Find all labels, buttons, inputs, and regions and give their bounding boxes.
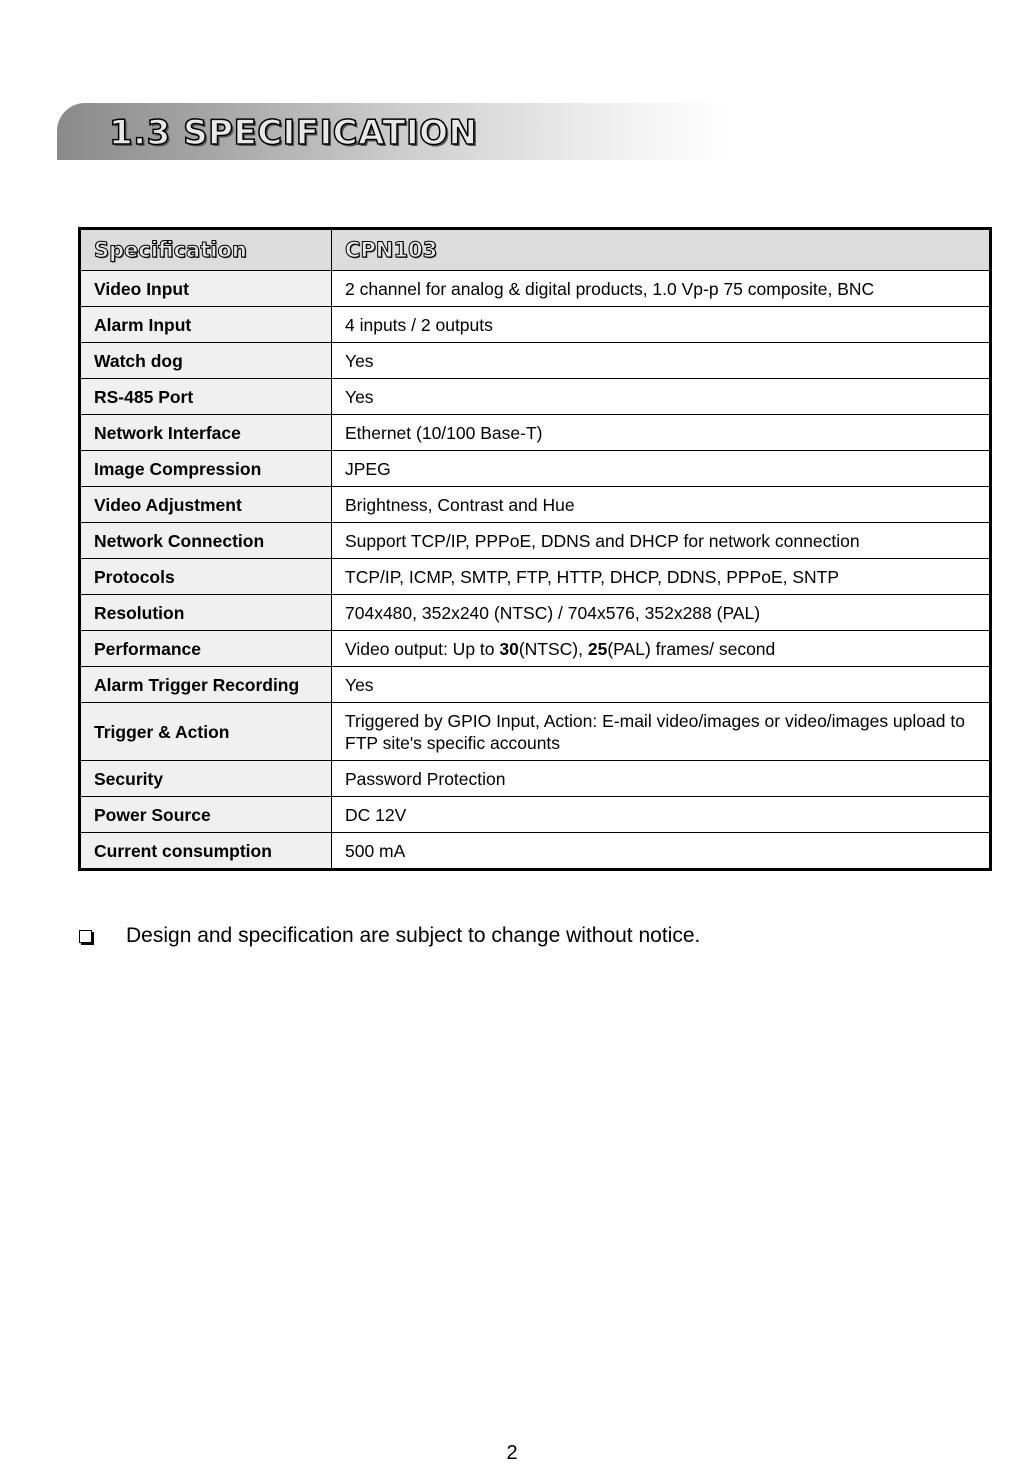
performance-text: (PAL) frames/ second <box>607 638 776 659</box>
checkbox-icon <box>79 930 92 943</box>
table-row <box>80 415 991 451</box>
row-label: Performance <box>80 631 332 667</box>
row-value: Password Protection <box>332 761 991 797</box>
page-number: 2 <box>506 1442 518 1464</box>
row-value: Yes <box>332 379 991 415</box>
row-value: Ethernet (10/100 Base-T) <box>332 415 991 451</box>
table-header-row <box>80 229 991 271</box>
row-label: Trigger & Action <box>80 703 332 761</box>
row-label: Power Source <box>80 797 332 833</box>
section-banner <box>57 103 732 160</box>
table-row <box>80 451 991 487</box>
row-label: RS-485 Port <box>80 379 332 415</box>
row-label: Network Interface <box>80 415 332 451</box>
row-value: Support TCP/IP, PPPoE, DDNS and DHCP for network connection <box>332 523 991 559</box>
row-label: Image Compression <box>80 451 332 487</box>
table-row <box>80 379 991 415</box>
performance-text: Video output: Up to <box>345 638 500 659</box>
table-row <box>80 761 991 797</box>
performance-ntsc-fps: 30 <box>499 638 519 659</box>
table-row <box>80 667 991 703</box>
table-row <box>80 631 991 667</box>
section-title: 1.3 SPECIFICATION <box>109 113 478 153</box>
table-row <box>80 487 991 523</box>
row-label: Current consumption <box>80 833 332 870</box>
row-value-performance <box>332 631 991 667</box>
header-specification: Specification <box>80 229 332 271</box>
row-value: DC 12V <box>332 797 991 833</box>
spec-table <box>78 227 992 871</box>
row-value: TCP/IP, ICMP, SMTP, FTP, HTTP, DHCP, DDNS, PPPoE, SNTP <box>332 559 991 595</box>
row-label: Protocols <box>80 559 332 595</box>
table-row <box>80 703 991 761</box>
performance-pal-fps: 25 <box>587 638 608 659</box>
disclaimer-note <box>79 924 700 948</box>
table-row <box>80 833 991 870</box>
row-label: Security <box>80 761 332 797</box>
row-value: Brightness, Contrast and Hue <box>332 487 991 523</box>
performance-text: (NTSC), <box>518 638 588 659</box>
row-label: Alarm Trigger Recording <box>80 667 332 703</box>
table-row <box>80 271 991 307</box>
row-label: Network Connection <box>80 523 332 559</box>
row-label: Video Input <box>80 271 332 307</box>
row-label: Resolution <box>80 595 332 631</box>
row-value: 704x480, 352x240 (NTSC) / 704x576, 352x288 (PAL) <box>332 595 991 631</box>
table-row <box>80 343 991 379</box>
row-value: 4 inputs / 2 outputs <box>332 307 991 343</box>
row-label: Alarm Input <box>80 307 332 343</box>
row-value: 2 channel for analog & digital products, 1.0 Vp-p 75 composite, BNC <box>332 271 991 307</box>
row-value: JPEG <box>332 451 991 487</box>
table-row <box>80 797 991 833</box>
disclaimer-text: Design and specification are subject to change without notice. <box>126 924 701 947</box>
table-row <box>80 307 991 343</box>
row-value: Yes <box>332 343 991 379</box>
row-value: Triggered by GPIO Input, Action: E-mail video/images or video/images upload to FTP site's specific accounts <box>332 703 991 761</box>
table-row <box>80 523 991 559</box>
header-model: CPN103 <box>332 229 991 271</box>
row-value: 500 mA <box>332 833 991 870</box>
row-value: Yes <box>332 667 991 703</box>
row-label: Watch dog <box>80 343 332 379</box>
row-label: Video Adjustment <box>80 487 332 523</box>
table-row <box>80 559 991 595</box>
table-row <box>80 595 991 631</box>
